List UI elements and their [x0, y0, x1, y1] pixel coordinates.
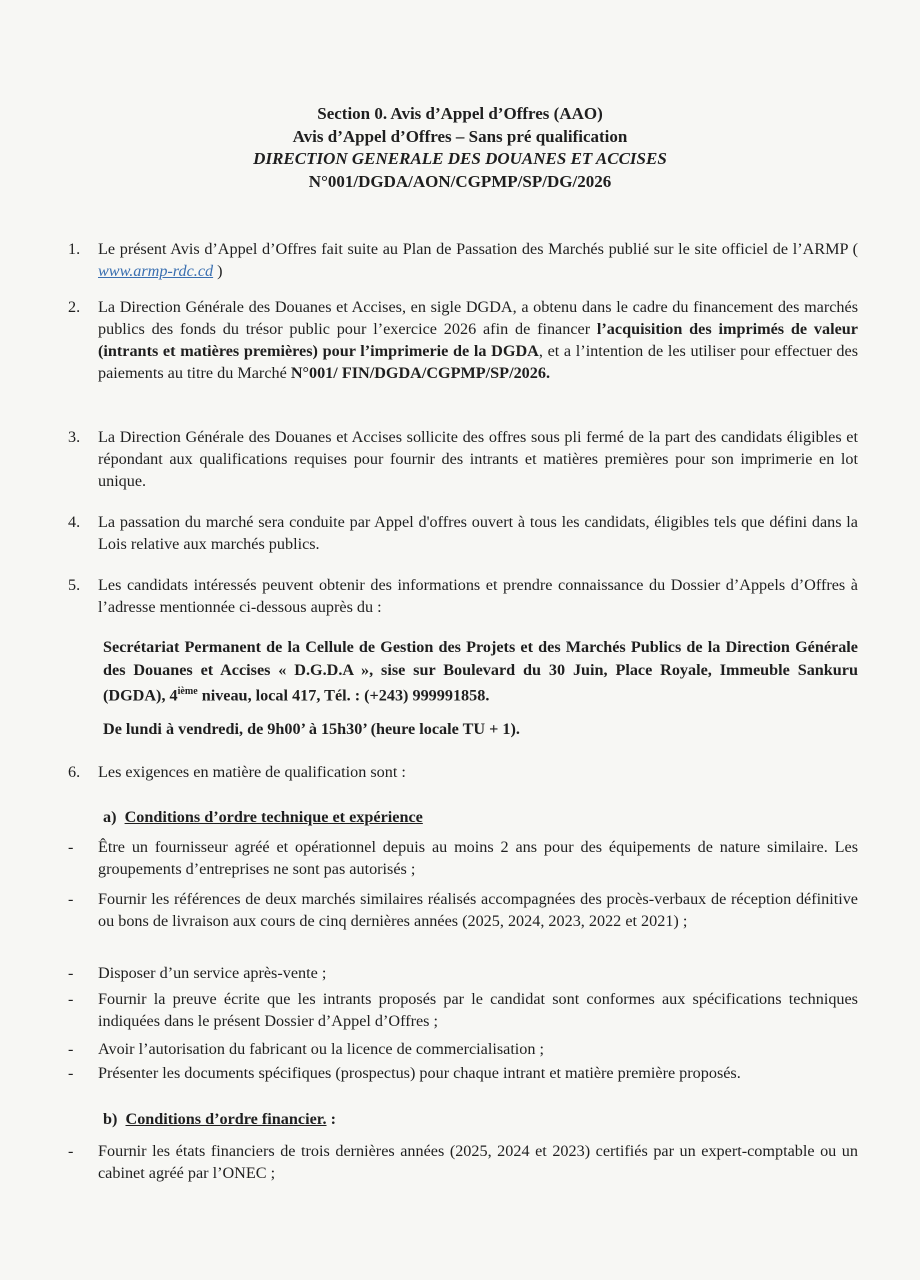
subsection-b-heading	[103, 1110, 336, 1129]
list-item-text: Disposer d’un service après-vente ;	[98, 964, 327, 982]
paragraph-text: Les exigences en matière de qualification sont :	[98, 763, 406, 781]
address-text: niveau, local 417, Tél. : (+243) 999991858.	[197, 686, 490, 705]
paragraph-text: La Direction Générale des Douanes et Accises sollicite des offres sous pli fermé de la part des candidats éligibles et répondant aux qualifications requises pour fournir des intrants et matières premières pour son imprimerie en lot unique.	[98, 428, 858, 490]
subsection-title: Conditions d’ordre financier.	[125, 1110, 327, 1128]
paragraph-text: Le présent Avis d’Appel d’Offres fait suite au Plan de Passation des Marchés publié sur le site officiel de l’ARMP (	[98, 240, 858, 258]
bullet-dash: -	[68, 990, 74, 1008]
acquisition-object: l’acquisition des imprimés de valeur (intrants et matières premières) pour l’imprimerie de la DGDA	[98, 320, 858, 360]
list-item-text: Être un fournisseur agréé et opérationnel depuis au moins 2 ans pour des équipements de nature similaire. Les groupements d’entreprises ne sont pas autorisés ;	[98, 838, 858, 878]
list-item-text: Présenter les documents spécifiques (prospectus) pour chaque intrant et matière première proposés.	[98, 1064, 741, 1082]
list-item-text: Fournir la preuve écrite que les intrants proposés par le candidat sont conformes aux spécifications techniques indiquées dans le présent Dossier d’Appel d’Offres ;	[98, 990, 858, 1030]
paragraph-text: , et a l’intention de les utiliser pour effectuer des paiements au titre du Marché	[98, 342, 859, 382]
list-item-text: Avoir l’autorisation du fabricant ou la licence de commercialisation ;	[98, 1040, 545, 1058]
document-header	[0, 103, 920, 193]
subsection-letter: a)	[103, 808, 117, 826]
opening-hours: De lundi à vendredi, de 9h00’ à 15h30’ (heure locale TU + 1).	[103, 720, 520, 738]
subsection-suffix: :	[326, 1110, 336, 1128]
list-item-text: Fournir les références de deux marchés similaires réalisés accompagnées des procès-verbaux de réception définitive ou bons de livraison aux cours de cinq dernières années (2025, 2024, 2023, 2022 et 2021) ;	[98, 890, 858, 930]
paragraph-text: La passation du marché sera conduite par Appel d'offres ouvert à tous les candidats, éligibles tels que défini dans la Lois relative aux marchés publics.	[98, 513, 858, 553]
paragraph-number: 6.	[68, 763, 81, 781]
paragraph-number: 2.	[68, 298, 81, 316]
paragraph-text: Les candidats intéressés peuvent obtenir des informations et prendre connaissance du Dossier d’Appels d’Offres à l’adresse mentionnée ci-dessous auprès du :	[98, 576, 858, 616]
subsection-a-heading	[103, 808, 423, 827]
address-text: Secrétariat Permanent de la Cellule de Gestion des Projets et des Marchés Publics de la Direction Générale des Douanes et Accises « D.G.D.A », sise sur Boulevard du 30 Juin, Place Royale, Immeuble Sankuru (DGDA), 4	[103, 638, 858, 705]
subsection-letter: b)	[103, 1110, 118, 1128]
address-block	[103, 636, 858, 707]
armp-website-link[interactable]: www.armp-rdc.cd	[98, 262, 214, 280]
paragraph-number: 3.	[68, 428, 81, 446]
market-reference: N°001/ FIN/DGDA/CGPMP/SP/2026.	[290, 364, 550, 382]
paragraph-number: 4.	[68, 513, 81, 531]
bullet-dash: -	[68, 964, 74, 982]
paragraph-number: 5.	[68, 576, 81, 594]
address-superscript: ième	[177, 686, 198, 697]
subsection-title: Conditions d’ordre technique et expérience	[124, 808, 423, 826]
notice-reference: N°001/DGDA/AON/CGPMP/SP/DG/2026	[308, 171, 612, 191]
bullet-dash: -	[68, 838, 74, 856]
organization-name: DIRECTION GENERALE DES DOUANES ET ACCISES	[253, 149, 667, 168]
bullet-dash: -	[68, 1142, 74, 1160]
bullet-dash: -	[68, 1064, 74, 1082]
list-item-text: Fournir les états financiers de trois dernières années (2025, 2024 et 2023) certifiés par un expert-comptable ou un cabinet agréé par l’ONEC ;	[98, 1142, 858, 1182]
section-title: Section 0. Avis d’Appel d’Offres (AAO)	[317, 104, 603, 123]
paragraph-text: )	[213, 262, 223, 280]
notice-subtitle: Avis d’Appel d’Offres – Sans pré qualification	[292, 126, 628, 146]
paragraph-text: La Direction Générale des Douanes et Accises, en sigle DGDA, a obtenu dans le cadre du financement des marchés publics des fonds du trésor public pour l’exercice 2026 afin de financer	[98, 298, 858, 338]
bullet-dash: -	[68, 890, 74, 908]
paragraph-number: 1.	[68, 240, 81, 258]
bullet-dash: -	[68, 1040, 74, 1058]
